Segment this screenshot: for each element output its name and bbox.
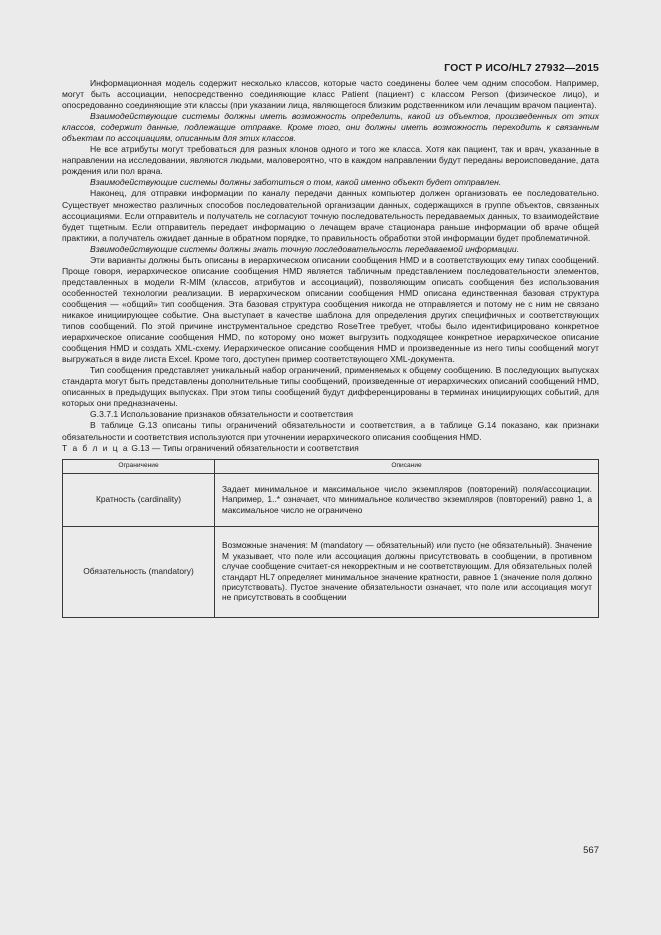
paragraph-italic: Взаимодействующие системы должны заботиться о том, какой именно объект будет отправлен. bbox=[90, 177, 502, 188]
paragraph-italic: Взвимодействующие системы должны знать точную последовательность передаваемой информации. bbox=[90, 243, 520, 254]
constraint-name: Кратность (cardinality) bbox=[63, 473, 215, 526]
table-row bbox=[63, 473, 599, 526]
constraint-description: Задает минимальное и максимальное число экземпляров (повторений) поля/ассоциации. Например, 1..* означает, что минимальное количество экземпляров (повторений) равно 1, а максимальное число не ограничено bbox=[215, 473, 599, 526]
table-caption-prefix: Т а б л и ц а bbox=[62, 442, 130, 453]
table-header-row bbox=[63, 459, 599, 473]
document-body bbox=[62, 78, 599, 618]
paragraph-italic: Взаимодействующие системы должны иметь возможность определить, какой из объектов, произведенных от этих классов, содержит данные, подлежащие отправке. Кроме того, они должны иметь возможность переходить к связанным объектам по ассоциациям, описанным для этих классов. bbox=[62, 111, 599, 144]
paragraph: Тип сообщения представляет уникальный набор ограничений, применяемых к общему сообщению. В последующих выпусках стандарта могут быть представлены дополнительные типы сообщений, произведенные от иерархических описаний сообщений HMD, описанных в предыдущих выпусках. При этом типы сообщений будут дифференцированы в терминах инициирующих событий, для которых они предназначены. bbox=[62, 365, 599, 409]
paragraph: Эти варианты должны быть описаны в иерархическом описании сообщения HMD и в соответствующих ему типах сообщений. Проще говоря, иерархическое описание сообщения HMD является табличным представлением последовательности элементов, представленных в модели R-MIM (классов, атрибутов и ассоциаций), позволяющим описать сообщения без использования особенностей технологии реализации. В иерархическом описании сообщения HMD описана единственная базовая структура сообщения — «общий» тип сообщения. Эта базовая структура сообщения никогда не отправляется и потому не с ним не связано никакое инициирующее событие. Она выступает в качестве шаблона для определения других специфичных и соответствующих типов сообщений. По этой причине инструментальное средство RoseTree требует, чтобы было идентифицировано конкретное иерархическое описание сообщения HMD, по которому оно может выгрузить подходящее конкретное иерархическое описание сообщения HMD и создать XML-схему. Иерархическое описание сообщения HMD и произведенные из него типы сообщений могут выгружаться в виде листа Excel. Кроме того, доступен пример соответствующего XML-документа. bbox=[62, 254, 599, 365]
table-row bbox=[63, 526, 599, 617]
paragraph: В таблице G.13 описаны типы ограничений обязательности и соответствия, а в таблице G.14 показано, как признаки обязательности и соответствия используются при уточнении иерархического описания сообщения HMD. bbox=[62, 420, 599, 442]
header-description: Описание bbox=[215, 459, 599, 473]
constraint-description: Возможные значения: M (mandatory — обязательный) или пусто (не обязательный). Значение M указывает, что поле или ассоциация должны присутствовать в сообщении, в противном случае сообщение считает-ся некорректным и не соответствующим. Для обязательных полей стандарт HL7 определяет минимальное значение кратности, равное 1 (значение поля должно присутствовать). Пустое значение обязательности означает, что поле или ассоциация могут не присутствовать в сообщении bbox=[215, 526, 599, 617]
constraints-table bbox=[62, 459, 599, 618]
paragraph: Не все атрибуты могут требоваться для разных клонов одного и того же класса. Хотя как пациент, так и врач, указанные в направлении на исследовании, являются людьми, маловероятно, что в каждом направлении будут переданы вероисповедание, дата рождения или пол врача. bbox=[62, 144, 599, 177]
standard-header: ГОСТ Р ИСО/HL7 27932—2015 bbox=[444, 62, 599, 74]
table-caption bbox=[62, 443, 599, 454]
paragraph: Наконец, для отправки информации по каналу передачи данных компьютер должен организовать ее последовательно. Существует множество различных способов последовательной организации данных, содержащихся в группе объектов, связанных ассоциациями. Если отправитель и получатель не согласуют точную последовательность передаваемых данных, то взаимодействие будет тщетным. Если отправитель передает информацию о лечащем враче стационара раньше информации об враче общей практики, а получатель ожидает данные в обратном порядке, то правильность обработки этой информации будет проблематичной. bbox=[62, 188, 599, 243]
header-constraint: Ограничение bbox=[63, 459, 215, 473]
paragraph: Информационная модель содержит несколько классов, которые часто соединены более чем одним способом. Например, могут быть ассоциации, непосредственно соединяющие класс Patient (пациент) с классом Person (физическое лицо), и опосредованно соединяющие эти классы (при указании лица, являющегося близким родственником или лечащим врачом пациента). bbox=[62, 78, 599, 111]
constraint-name: Обязательность (mandatory) bbox=[63, 526, 215, 617]
page-number: 567 bbox=[583, 845, 599, 856]
section-heading: G.3.7.1 Использование признаков обязательности и соответствия bbox=[90, 409, 354, 420]
table-caption-text: G.13 — Типы ограничений обязательности и соответствия bbox=[131, 442, 359, 453]
